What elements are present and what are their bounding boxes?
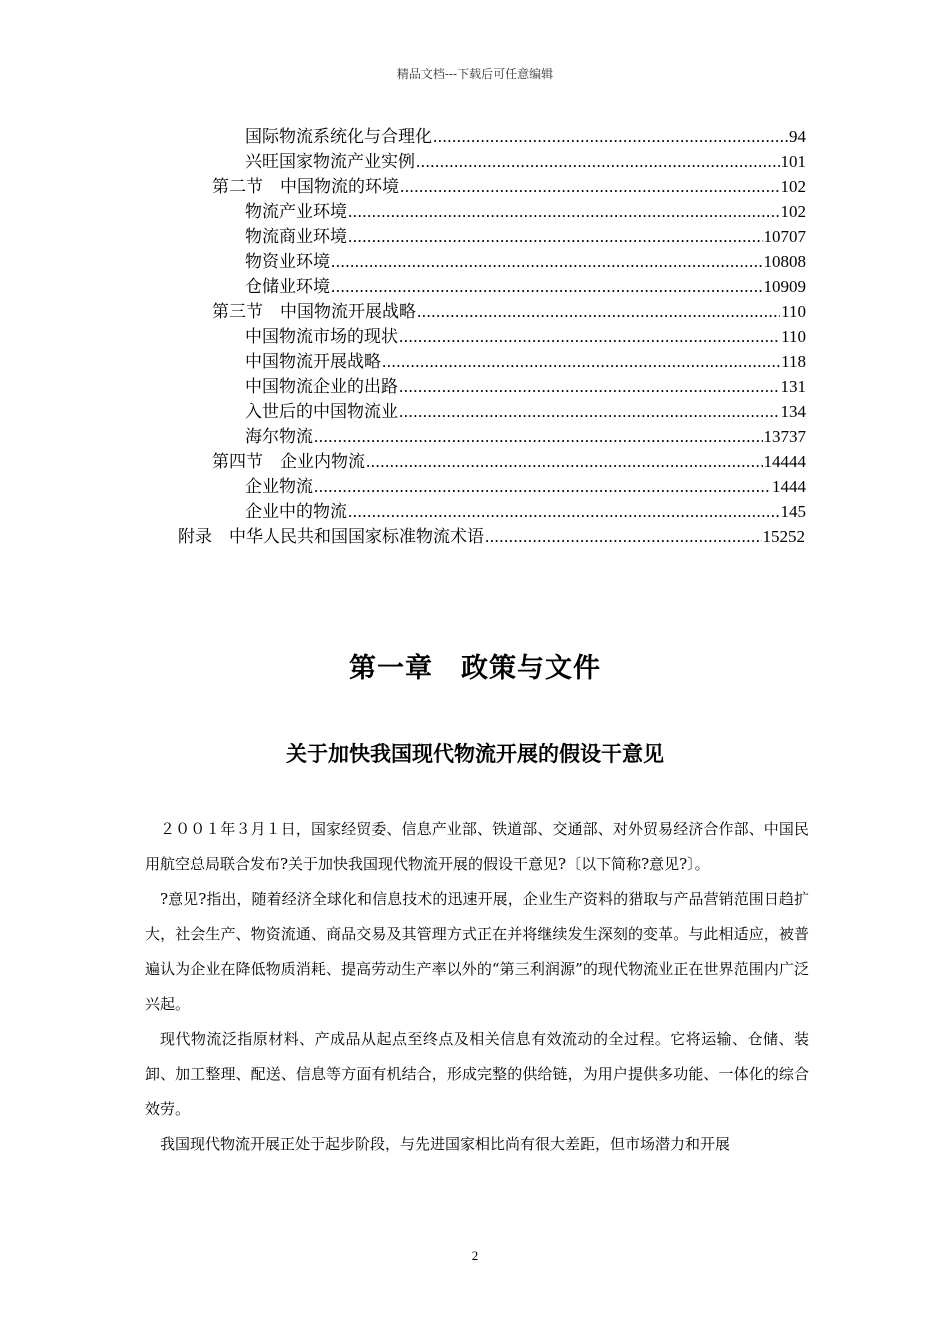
- article-body: [145, 812, 809, 1162]
- article-title: 关于加快我国现代物流开展的假设干意见: [286, 742, 664, 766]
- toc-entry[interactable]: [245, 324, 806, 349]
- toc-leader-dots: [417, 299, 780, 324]
- toc-entry-title: 附录 中华人民共和国国家标准物流术语: [178, 527, 484, 547]
- toc-leader-dots: [382, 349, 780, 374]
- paragraph: 我国现代物流开展正处于起步阶段，与先进国家相比尚有很大差距，但市场潜力和开展: [160, 1135, 731, 1153]
- toc-entry-title: 物流产业环境: [245, 202, 347, 222]
- toc-entry-title: 第二节 中国物流的环境: [212, 177, 399, 197]
- toc-entry-page: 101: [780, 152, 806, 171]
- toc-entry-page: 102: [780, 177, 806, 196]
- toc-entry[interactable]: [245, 374, 806, 399]
- toc-entry[interactable]: [245, 499, 806, 524]
- toc-leader-dots: [314, 424, 763, 449]
- toc-entry-page: 145: [780, 502, 806, 521]
- toc-entry[interactable]: [245, 199, 806, 224]
- toc-entry-page: 14444: [763, 452, 806, 471]
- toc-entry[interactable]: [245, 474, 806, 499]
- toc-entry-title: 入世后的中国物流业: [245, 402, 398, 422]
- toc-entry[interactable]: [245, 249, 806, 274]
- toc-entry[interactable]: [245, 149, 806, 174]
- toc-leader-dots: [366, 449, 763, 474]
- toc-entry[interactable]: [178, 524, 805, 549]
- toc-entry-page: 10707: [763, 227, 806, 246]
- toc-leader-dots: [400, 174, 780, 199]
- toc-entry[interactable]: [245, 399, 806, 424]
- toc-entry-title: 仓储业环境: [245, 277, 330, 297]
- toc-entry-title: 海尔物流: [245, 427, 313, 447]
- toc-leader-dots: [331, 274, 763, 299]
- toc-entry-title: 兴旺国家物流产业实例: [245, 152, 415, 172]
- toc-entry-page: 110: [781, 302, 806, 321]
- toc-leader-dots: [416, 149, 780, 174]
- toc-entry-page: 15252: [762, 527, 805, 546]
- paragraph: 现代物流泛指原材料、产成品从起点至终点及相关信息有效流动的全过程。它将运输、仓储、装卸、加工整理、配送、信息等方面有机结合，形成完整的供给链，为用户提供多功能、一体化的综合效劳。: [145, 1030, 809, 1118]
- toc-entry[interactable]: [212, 449, 806, 474]
- toc-entry-title: 物流商业环境: [245, 227, 347, 247]
- toc-leader-dots: [399, 374, 780, 399]
- toc-entry[interactable]: [245, 224, 806, 249]
- toc-leader-dots: [314, 474, 771, 499]
- toc-entry-title: 企业中的物流: [245, 502, 347, 522]
- toc-entry-page: 110: [781, 327, 806, 346]
- toc-entry[interactable]: [245, 124, 806, 149]
- toc-entry-title: 中国物流企业的出路: [245, 377, 398, 397]
- toc-entry-page: 10909: [763, 277, 806, 296]
- toc-entry[interactable]: [212, 174, 806, 199]
- toc-leader-dots: [433, 124, 788, 149]
- toc-entry-title: 企业物流: [245, 477, 313, 497]
- page-header: 精品文档---下载后可任意编辑: [396, 67, 554, 81]
- toc-leader-dots: [399, 399, 780, 424]
- paragraph: ?意见?指出，随着经济全球化和信息技术的迅速开展，企业生产资料的猎取与产品营销范围日趋扩大，社会生产、物资流通、商品交易及其管理方式正在并将继续发生深刻的变革。与此相适应，被普遍认为企业在降低物质消耗、提高劳动生产率以外的“第三利润源”的现代物流业正在世界范围内广泛兴起。: [145, 890, 809, 1013]
- toc-entry-title: 物资业环境: [245, 252, 330, 272]
- toc-entry-page: 102: [780, 202, 806, 221]
- toc-entry-page: 94: [789, 127, 806, 146]
- toc-leader-dots: [348, 224, 763, 249]
- toc-entry-page: 118: [781, 352, 806, 371]
- toc-leader-dots: [348, 199, 780, 224]
- toc-entry-title: 中国物流开展战略: [245, 352, 381, 372]
- toc-entry-page: 10808: [763, 252, 806, 271]
- toc-entry-page: 134: [780, 402, 806, 421]
- toc-entry-title: 国际物流系统化与合理化: [245, 127, 432, 147]
- toc-entry[interactable]: [245, 424, 806, 449]
- toc-leader-dots: [331, 249, 763, 274]
- toc-entry[interactable]: [212, 299, 806, 324]
- toc-entry-page: 13737: [763, 427, 806, 446]
- toc-entry[interactable]: [245, 349, 806, 374]
- toc-entry-title: 中国物流市场的现状: [245, 327, 398, 347]
- chapter-title: 第一章 政策与文件: [349, 653, 601, 684]
- toc-entry-title: 第四节 企业内物流: [212, 452, 365, 472]
- toc-leader-dots: [485, 524, 762, 549]
- toc-entry-page: 131: [780, 377, 806, 396]
- toc-leader-dots: [399, 324, 780, 349]
- toc-leader-dots: [348, 499, 780, 524]
- toc-entry-title: 第三节 中国物流开展战略: [212, 302, 416, 322]
- toc-entry[interactable]: [245, 274, 806, 299]
- toc-entry-page: 1444: [772, 477, 806, 496]
- paragraph: ２００１年３月１日，国家经贸委、信息产业部、铁道部、交通部、对外贸易经济合作部、中国民用航空总局联合发布?关于加快我国现代物流开展的假设干意见?〔以下简称?意见?〕。: [145, 820, 809, 873]
- page-number: 2: [471, 1248, 479, 1263]
